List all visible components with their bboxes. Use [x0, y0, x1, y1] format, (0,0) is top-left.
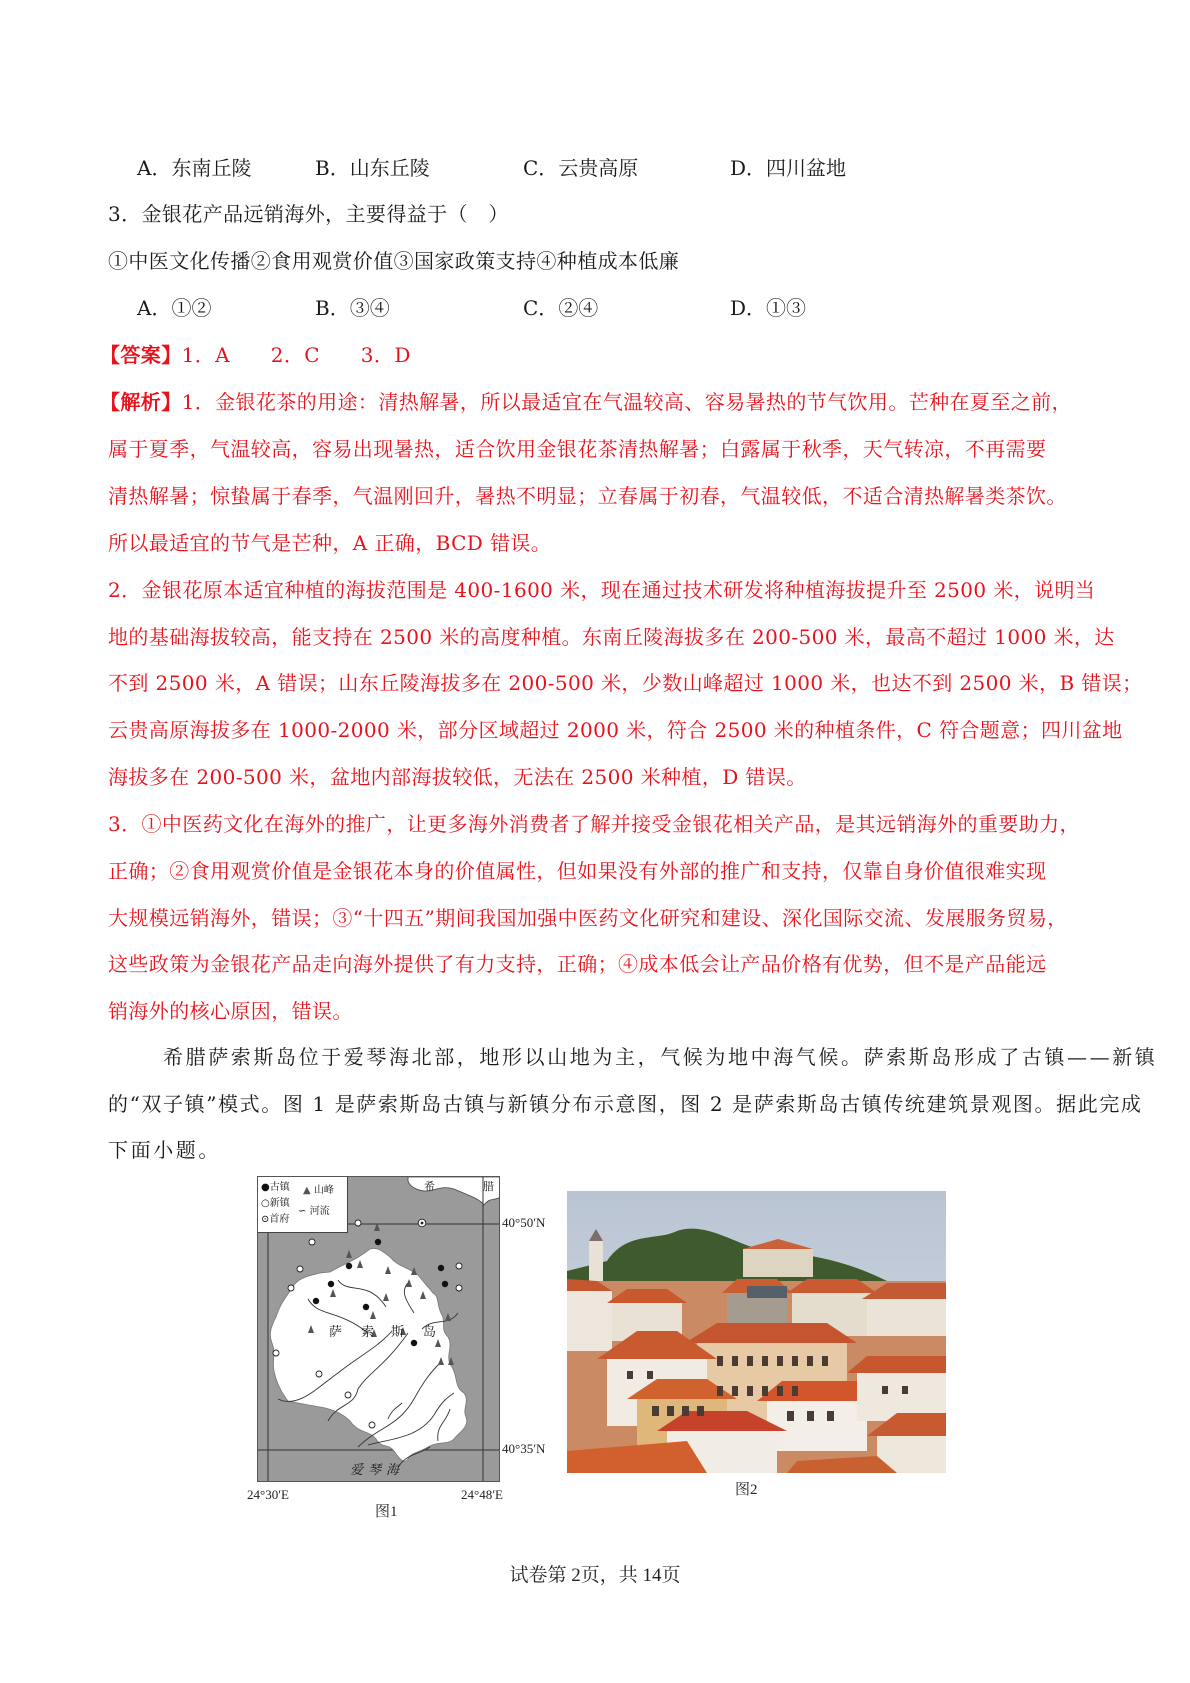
legend-old-town	[261, 1180, 290, 1195]
legend-label: 新镇	[269, 1198, 290, 1209]
analysis-line: 属于夏季，气温较高，容易出现暑热，适合饮用金银花茶清热解暑；白露属于秋季，天气转凉，不再需要	[108, 437, 1047, 461]
capital-icon: ⊙	[261, 1214, 270, 1225]
lon-left-label: 24°30′E	[247, 1487, 289, 1502]
analysis-line: 海拔多在 200-500 米，盆地内部海拔较低，无法在 2500 米种植，D 错误。	[108, 765, 807, 789]
figure-1-caption: 图1	[375, 1504, 398, 1520]
legend-river	[298, 1204, 330, 1219]
legend-new-town	[261, 1196, 290, 1211]
sea-label: 爱琴海	[350, 1463, 405, 1478]
q3-option-c	[523, 295, 598, 321]
q3-option-a	[137, 295, 211, 321]
analysis-line: 3．①中医药文化在海外的推广，让更多海外消费者了解并接受金银花相关产品，是其远销海外的重要助力，	[108, 812, 1080, 836]
analysis-line: 清热解暑；惊蛰属于春季，气温刚回升，暑热不明显；立春属于初春，气温较低，不适合清热解暑类茶饮。	[108, 484, 1067, 508]
passage-line: 下面小题。	[108, 1138, 221, 1162]
new-town-icon: ○	[261, 1198, 270, 1209]
island-label: 岛	[423, 1325, 437, 1340]
option-letter: D．	[730, 156, 767, 180]
option-text: 云贵高原	[558, 156, 639, 180]
option-letter: A．	[137, 296, 172, 320]
option-letter: B．	[315, 156, 350, 180]
legend-label: 古镇	[269, 1182, 290, 1193]
option-text: ①③	[766, 296, 807, 320]
q2-option-b	[315, 155, 430, 181]
q3-items: ①中医文化传播②食用观赏价值③国家政策支持④种植成本低廉	[108, 249, 680, 273]
map-frame	[257, 1176, 500, 1482]
figure-2-caption: 图2	[735, 1482, 758, 1498]
lon-right-label: 24°48′E	[461, 1487, 503, 1502]
townscape-photo	[567, 1191, 946, 1473]
q3-stem: 3．金银花产品远销海外，主要得益于（ ）	[108, 202, 509, 226]
country-label: 希	[424, 1180, 435, 1193]
island-label: 索	[361, 1325, 375, 1340]
analysis-line: 云贵高原海拔多在 1000-2000 米，部分区域超过 2000 米，符合 2500 米的种植条件，C 符合题意；四川盆地	[108, 718, 1123, 742]
island-label: 斯	[391, 1325, 405, 1340]
answer-text: 1．A 2．C 3．D	[181, 343, 411, 367]
answer-label: 【答案】	[100, 343, 182, 367]
q2-option-a	[137, 155, 251, 181]
map-legend	[258, 1177, 348, 1233]
townscape-image	[567, 1191, 946, 1473]
passage-line: 希腊萨索斯岛位于爱琴海北部，地形以山地为主，气候为地中海气候。萨索斯岛形成了古镇——新镇	[163, 1045, 1158, 1069]
legend-label: 山峰	[313, 1185, 334, 1196]
q3-option-b	[315, 295, 390, 321]
legend-capital	[261, 1212, 289, 1227]
q3-option-d	[730, 295, 806, 321]
q2-option-c	[523, 155, 638, 181]
island-label: 萨	[329, 1325, 343, 1340]
analysis-line: 大规模远销海外，错误；③“十四五”期间我国加强中医药文化研究和建设、深化国际交流、发展服务贸易，	[108, 906, 1068, 930]
analysis-line: 不到 2500 米，A 错误；山东丘陵海拔多在 200-500 米，少数山峰超过 1000 米，也达不到 2500 米，B 错误；	[108, 671, 1143, 695]
option-letter: A．	[137, 156, 172, 180]
analysis-text: 1．金银花茶的用途：清热解暑，所以最适宜在气温较高、容易暑热的节气饮用。芒种在夏至之前，	[181, 390, 1072, 414]
option-text: 东南丘陵	[171, 156, 252, 180]
river-icon: ∽	[298, 1206, 307, 1217]
legend-label: 河流	[309, 1206, 330, 1217]
analysis-label: 【解析】	[100, 390, 182, 414]
page-footer: 试卷第 2页，共 14页	[509, 1565, 681, 1586]
lat-bottom-label: 40°35′N	[502, 1441, 546, 1456]
analysis-line	[100, 389, 1076, 415]
old-town-icon: ●	[261, 1182, 270, 1193]
analysis-line: 销海外的核心原因，错误。	[108, 999, 353, 1023]
option-letter: C．	[523, 156, 559, 180]
peak-icon: ▲	[303, 1185, 311, 1196]
option-letter: C．	[523, 296, 559, 320]
analysis-line: 地的基础海拔较高，能支持在 2500 米的高度种植。东南丘陵海拔多在 200-500 米，最高不超过 1000 米，达	[108, 625, 1115, 649]
option-text: 山东丘陵	[349, 156, 430, 180]
option-text: 四川盆地	[766, 156, 847, 180]
option-text: ③④	[349, 296, 390, 320]
answer-line	[100, 342, 1076, 368]
country-label: 腊	[483, 1180, 494, 1193]
analysis-line: 所以最适宜的节气是芒种，A 正确，BCD 错误。	[108, 531, 552, 555]
option-letter: B．	[315, 296, 350, 320]
analysis-line: 这些政策为金银花产品走向海外提供了有力支持，正确；④成本低会让产品价格有优势，但不是产品能远	[108, 952, 1047, 976]
q2-option-d	[730, 155, 846, 181]
legend-label: 首府	[269, 1214, 290, 1225]
lat-top-label: 40°50′N	[502, 1215, 546, 1230]
passage-line: 的“双子镇”模式。图 1 是萨索斯岛古镇与新镇分布示意图，图 2 是萨索斯岛古镇传统建筑景观图。据此完成	[108, 1092, 1143, 1116]
legend-peak	[303, 1183, 334, 1198]
analysis-line: 正确；②食用观赏价值是金银花本身的价值属性，但如果没有外部的推广和支持，仅靠自身价值很难实现	[108, 859, 1047, 883]
option-text: ①②	[171, 296, 212, 320]
option-letter: D．	[730, 296, 767, 320]
analysis-line: 2．金银花原本适宜种植的海拔范围是 400-1600 米，现在通过技术研发将种植海拔提升至 2500 米，说明当	[108, 578, 1096, 602]
option-text: ②④	[558, 296, 599, 320]
